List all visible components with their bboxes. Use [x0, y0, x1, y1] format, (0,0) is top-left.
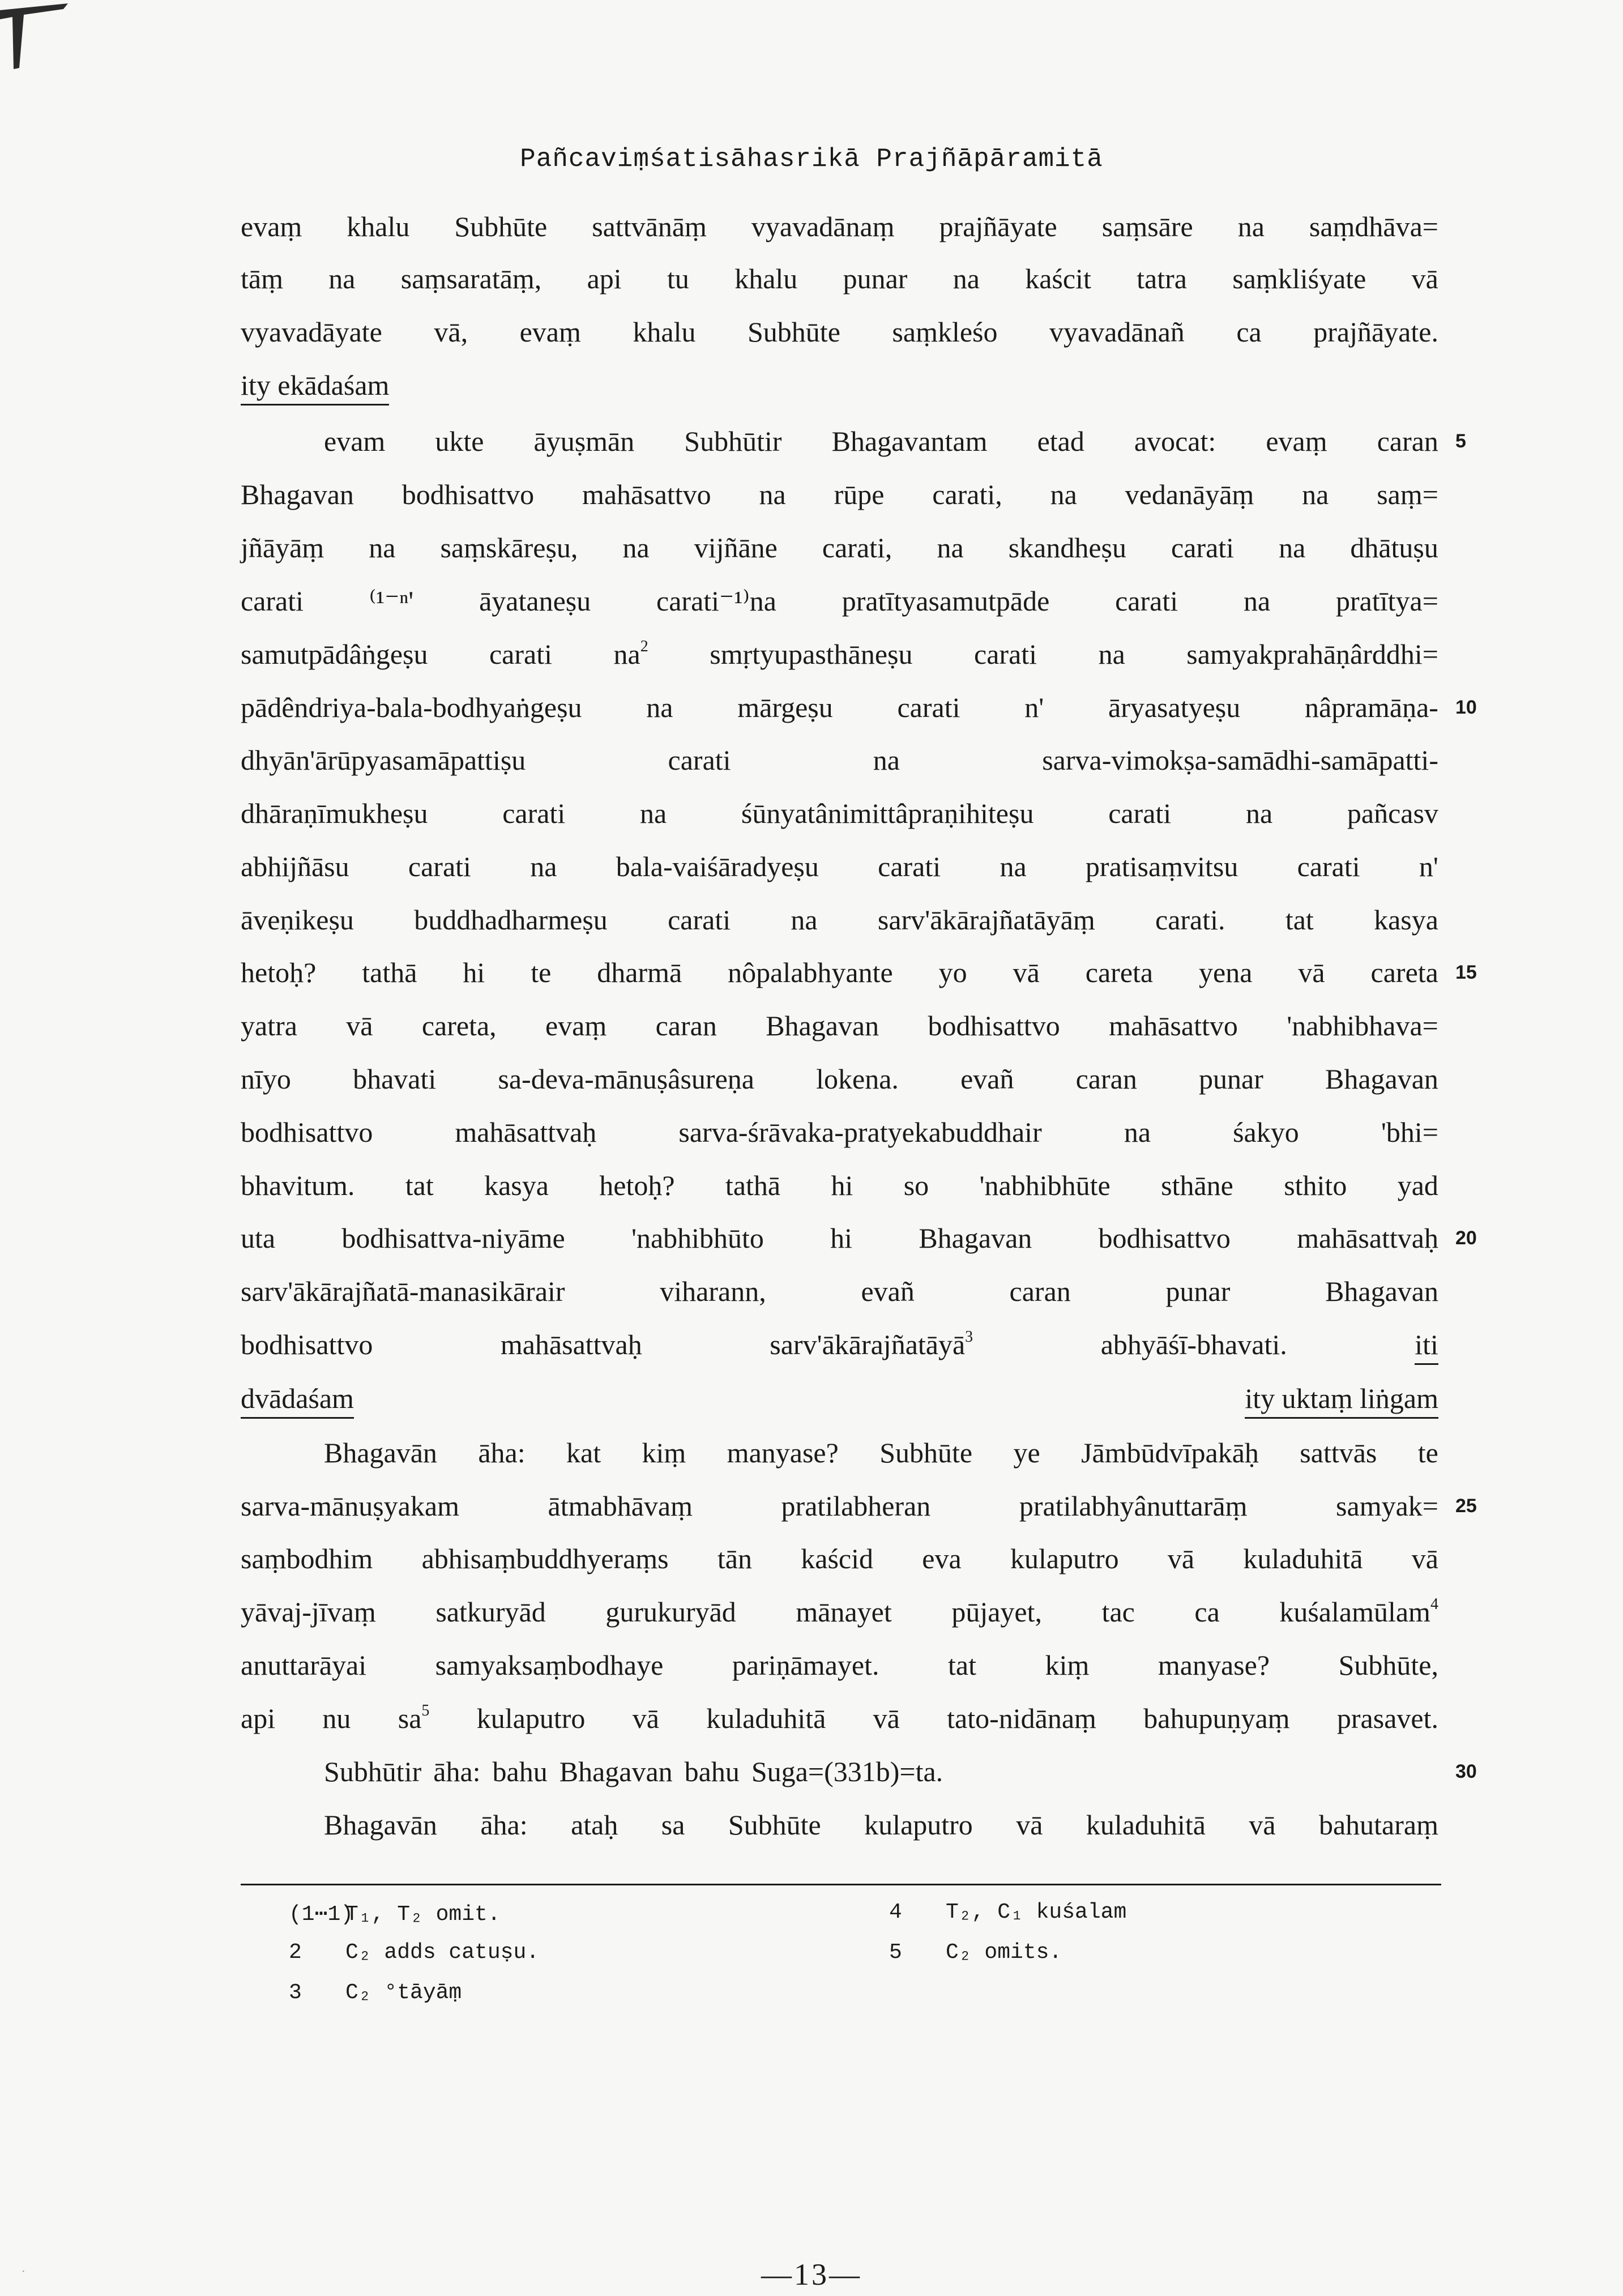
word: kaścid — [801, 1543, 874, 1574]
text-line — [241, 903, 1438, 943]
footnote — [289, 1981, 462, 2005]
text-line — [241, 1222, 1438, 1261]
footnote-text: T₁, T₂ omit. — [345, 1902, 501, 1927]
word: sarva-śrāvaka-pratyekabuddhair — [678, 1116, 1042, 1148]
word: sarv'ākārajñatāyā$^3$ — [770, 1328, 973, 1360]
word: na — [530, 851, 557, 882]
word: careta — [1085, 957, 1154, 988]
word: Subhūte — [748, 316, 840, 348]
word: saṃ= — [1377, 479, 1438, 510]
word: vyavadānañ — [1049, 316, 1185, 348]
word: kuladuhitā — [1086, 1809, 1206, 1841]
word: śakyo — [1233, 1116, 1299, 1148]
word: na — [759, 479, 786, 510]
word: n' — [1024, 692, 1044, 723]
word: tān — [717, 1543, 752, 1574]
word: yāvaj-jīvaṃ — [241, 1596, 376, 1628]
word: vā, — [434, 316, 468, 348]
word: abhyāśī-bhavati. — [1100, 1329, 1287, 1360]
word: tac — [1101, 1596, 1135, 1628]
text-line — [241, 1116, 1438, 1155]
word: bodhisattvo — [1098, 1222, 1231, 1254]
margin-line-number: 10 — [1455, 697, 1477, 718]
word: evañ — [960, 1063, 1014, 1095]
word: kat — [566, 1437, 601, 1469]
word: satkuryād — [435, 1596, 546, 1628]
text-line — [241, 850, 1438, 890]
word: jñāyāṃ — [241, 532, 324, 564]
word: carati — [408, 851, 471, 882]
word: na — [1245, 797, 1273, 829]
word: avocat: — [1134, 425, 1216, 457]
word: Bhagavān — [324, 1809, 437, 1841]
word: kuladuhitā — [1243, 1543, 1363, 1574]
word: abhijñāsu — [241, 851, 349, 882]
word: anuttarāyai — [241, 1649, 367, 1681]
word: yad — [1397, 1170, 1438, 1201]
word: āryasatyeṣu — [1108, 692, 1241, 723]
word: bodhisattvo — [241, 1329, 373, 1360]
word: Subhūte — [454, 211, 548, 242]
word: mahāsattvaḥ — [1297, 1222, 1438, 1254]
word: na — [622, 532, 650, 564]
word: evañ — [861, 1275, 915, 1307]
word: bahu — [492, 1756, 548, 1787]
word: na — [1050, 479, 1077, 510]
word: Subhūte — [728, 1809, 821, 1841]
scan-speck: · — [22, 2265, 25, 2278]
word: sarva-mānuṣyakam — [241, 1490, 459, 1522]
word: smṛtyupasthāneṣu — [710, 638, 913, 670]
word: hetoḥ? — [599, 1170, 675, 1201]
footnote — [289, 1900, 501, 1927]
word: na — [1243, 585, 1271, 617]
word: sattvās — [1300, 1437, 1377, 1469]
word: mahāsattvaḥ — [500, 1329, 642, 1360]
word: pratītyasamutpāde — [842, 585, 1050, 617]
word: ātmabhāvaṃ — [548, 1490, 693, 1522]
word: te — [1417, 1437, 1438, 1469]
word: bhavati — [353, 1063, 437, 1095]
text-line — [241, 1595, 1438, 1635]
word: bahu — [684, 1756, 740, 1787]
word: caran — [1377, 425, 1438, 457]
word: skandheṣu — [1008, 532, 1126, 564]
margin-line-number: 25 — [1455, 1495, 1477, 1517]
word: mārgeṣu — [737, 692, 833, 723]
text-line — [241, 797, 1438, 837]
page-number: —13— — [761, 2257, 862, 2291]
text-line — [241, 1009, 1438, 1049]
word: caran — [1075, 1063, 1137, 1095]
word: carati — [241, 585, 304, 617]
word: bodhisattvo — [928, 1010, 1060, 1042]
word: rūpe — [834, 479, 885, 510]
footnote-text: C₂ °tāyāṃ — [345, 1981, 462, 2005]
footnote-text: C₂ adds catuṣu. — [345, 1940, 540, 1965]
word: hi — [463, 957, 485, 988]
word: samyak= — [1336, 1490, 1438, 1522]
word: kasya — [484, 1170, 549, 1201]
word: punar — [1165, 1275, 1231, 1307]
word: sthito — [1284, 1170, 1347, 1201]
word: ⁽¹⁻ⁿ' — [369, 585, 414, 617]
word: vā — [1298, 957, 1325, 988]
word: ity uktaṃ liṅgam — [1245, 1382, 1438, 1419]
text-line — [324, 425, 1438, 464]
word: vijñāne — [694, 532, 778, 564]
margin-line-number: 30 — [1455, 1761, 1477, 1782]
word: manyase? — [727, 1437, 839, 1469]
word: na — [646, 692, 673, 723]
text-line — [241, 369, 1438, 408]
text-line — [241, 1382, 1438, 1422]
word: vyavadānaṃ — [751, 211, 895, 242]
word: na — [639, 797, 667, 829]
footnote-mark: (1⋯1) — [289, 1902, 354, 1927]
word: pūjayet, — [951, 1596, 1042, 1628]
word: kuladuhitā — [706, 1702, 826, 1734]
word: tāṃ — [241, 263, 283, 295]
word: Bhagavan — [766, 1010, 879, 1042]
word: kasya — [1374, 904, 1438, 936]
word: carati — [668, 744, 731, 776]
text-line — [324, 1755, 1438, 1795]
scan-corner-mark — [0, 0, 85, 79]
word: carati — [897, 692, 960, 723]
word: eva — [922, 1543, 962, 1574]
text-line — [241, 1542, 1438, 1582]
word: āveṇikeṣu — [241, 904, 354, 936]
word: Bhagavan — [1325, 1275, 1438, 1307]
footnote-mark: 2 — [289, 1940, 302, 1965]
word: āyuṣmān — [533, 425, 635, 457]
word: hetoḥ? — [241, 957, 317, 988]
word: manyase? — [1158, 1649, 1270, 1681]
word: na — [953, 263, 980, 295]
text-line — [241, 1702, 1438, 1742]
word: tu — [667, 263, 689, 295]
word: abhisaṃbuddhyeraṃs — [421, 1543, 669, 1574]
word: carati — [489, 638, 552, 670]
word: kiṃ — [642, 1437, 686, 1469]
word: ataḥ — [571, 1809, 618, 1841]
word: prasavet. — [1336, 1702, 1438, 1734]
margin-line-number: 20 — [1455, 1227, 1477, 1249]
word: samyaksaṃbodhaye — [435, 1649, 664, 1681]
footnote — [289, 1940, 539, 1965]
word: carati⁻¹⁾na — [656, 585, 776, 617]
word: Bhagavan — [241, 479, 354, 510]
word: saṃskāreṣu, — [440, 532, 578, 564]
word: samyakprahāṇârddhi= — [1186, 638, 1438, 670]
word: bhavitum. — [241, 1170, 355, 1201]
word: dhāraṇīmukheṣu — [241, 797, 428, 829]
word: na — [1302, 479, 1329, 510]
word: khalu — [734, 263, 798, 295]
word: pratisaṃvitsu — [1085, 851, 1238, 882]
word: Jāmbūdvīpakāḥ — [1081, 1437, 1259, 1469]
word: tathā — [725, 1170, 781, 1201]
word: saṃsāre — [1101, 211, 1193, 242]
word: prajñāyate — [939, 211, 1057, 242]
word: nâpramāṇa- — [1305, 692, 1438, 723]
word: ye — [1013, 1437, 1040, 1469]
word: nu — [322, 1702, 351, 1734]
word: te — [531, 957, 552, 988]
word: tato-nidānaṃ — [947, 1702, 1096, 1734]
text-line — [241, 744, 1438, 783]
word: mahāsattvo — [582, 479, 711, 510]
word: hi — [831, 1170, 853, 1201]
text-line — [241, 531, 1438, 571]
text-line — [241, 1328, 1438, 1368]
word: na — [1124, 1116, 1151, 1148]
word: vā — [1249, 1809, 1276, 1841]
word: viharann, — [660, 1275, 766, 1307]
margin-line-number: 5 — [1455, 430, 1466, 452]
word: kaścit — [1025, 263, 1091, 295]
footnote-mark: 4 — [889, 1900, 902, 1924]
word: Bhagavan — [1325, 1063, 1438, 1095]
margin-line-number: 15 — [1455, 962, 1477, 983]
word: vā — [1167, 1543, 1195, 1574]
word: bala-vaiśāradyeṣu — [616, 851, 819, 882]
word: carati — [974, 638, 1037, 670]
word: Bhagavan — [919, 1222, 1032, 1254]
word: kiṃ — [1045, 1649, 1090, 1681]
word: bahupuṇyaṃ — [1143, 1702, 1290, 1734]
footnote-text: C₂ omits. — [946, 1940, 1062, 1965]
word: carati — [1108, 797, 1172, 829]
word: vā — [1411, 263, 1438, 295]
word: dhātuṣu — [1350, 532, 1438, 564]
text-line — [241, 584, 1438, 624]
word: na — [1000, 851, 1027, 882]
word: carati — [1115, 585, 1178, 617]
word: dvādaśam — [241, 1382, 354, 1419]
word: caran — [1009, 1275, 1071, 1307]
text-line — [241, 691, 1438, 731]
word: tat — [948, 1649, 977, 1681]
word: bahutaraṃ — [1318, 1809, 1438, 1841]
word: kulaputro — [1010, 1543, 1119, 1574]
word: yatra — [241, 1010, 297, 1042]
word: āha: — [478, 1437, 526, 1469]
footnote — [889, 1900, 1126, 1924]
word: kulaputro — [864, 1809, 973, 1841]
word: na — [791, 904, 818, 936]
word: samutpādâṅgeṣu — [241, 638, 428, 670]
footnote-mark: 5 — [889, 1940, 902, 1965]
word: na — [369, 532, 396, 564]
word: punar — [843, 263, 908, 295]
text-line — [241, 315, 1438, 355]
word: yena — [1199, 957, 1253, 988]
word: ca — [1194, 1596, 1220, 1628]
word: vā — [873, 1702, 900, 1734]
word: vā — [1016, 1809, 1043, 1841]
text-line — [241, 1490, 1438, 1529]
word: 'nabhibhūto — [631, 1222, 764, 1254]
word: pratilabheran — [781, 1490, 931, 1522]
text-line — [241, 1275, 1438, 1315]
word: saṃdhāva= — [1309, 211, 1438, 242]
running-title: Pañcaviṃśatisāhasrikā Prajñāpāramitā — [520, 144, 1103, 174]
word: pariṇāmayet. — [732, 1649, 879, 1681]
text-line — [241, 1649, 1438, 1688]
word: carati — [878, 851, 941, 882]
word: carati, — [822, 532, 892, 564]
text-line — [324, 1808, 1438, 1848]
text-line — [241, 210, 1438, 250]
footnote — [889, 1940, 1062, 1965]
word: etad — [1037, 425, 1084, 457]
word: sa-deva-mānuṣâsureṇa — [498, 1063, 754, 1095]
word: careta, — [421, 1010, 497, 1042]
word: mahāsattvaḥ — [455, 1116, 597, 1148]
word: saṃkleśo — [892, 316, 998, 348]
text-line — [241, 478, 1438, 518]
word: sarv'ākārajñatā-manasikārair — [241, 1275, 565, 1307]
word: 'bhi= — [1381, 1116, 1438, 1148]
word: evaṃ — [241, 211, 302, 242]
word: api — [241, 1702, 276, 1734]
word: vedanāyāṃ — [1125, 479, 1254, 510]
word: bodhisattvo — [241, 1116, 373, 1148]
word: bodhisattvo — [402, 479, 535, 510]
word: vyavadāyate — [241, 316, 382, 348]
word: Subhūtir — [684, 425, 782, 457]
word: mahāsattvo — [1109, 1010, 1238, 1042]
word: carati — [502, 797, 566, 829]
word: $na^2$ — [613, 638, 648, 670]
word: so — [903, 1170, 929, 1201]
word: saṃbodhim — [241, 1543, 373, 1574]
word: āha: — [480, 1809, 528, 1841]
word: sattvānāṃ — [592, 211, 707, 242]
word: tathā — [362, 957, 417, 988]
word: carati. — [1155, 904, 1225, 936]
word: mānayet — [796, 1596, 892, 1628]
word: pādêndriya-bala-bodhyaṅgeṣu — [241, 692, 582, 723]
word: saṃkliśyate — [1232, 263, 1366, 295]
word: 'nabhibhūte — [979, 1170, 1111, 1201]
word: vā — [346, 1010, 373, 1042]
word: khalu — [347, 211, 410, 242]
word: sthāne — [1161, 1170, 1233, 1201]
word: śūnyatânimittâpraṇihiteṣu — [741, 797, 1034, 829]
word: lokena. — [816, 1063, 899, 1095]
word: n' — [1419, 851, 1438, 882]
word: pratītya= — [1335, 585, 1438, 617]
footnote-mark: 3 — [289, 1981, 302, 2005]
text-line — [241, 262, 1438, 302]
word: buddhadharmeṣu — [414, 904, 608, 936]
word: hi — [830, 1222, 853, 1254]
word: yo — [938, 957, 967, 988]
footnote-text: T₂, C₁ kuśalam — [946, 1900, 1127, 1924]
word: sarva-vimokṣa-samādhi-samāpatti- — [1042, 744, 1438, 776]
word: prajñāyate. — [1313, 316, 1438, 348]
word: vā — [1411, 1543, 1438, 1574]
word: uta — [241, 1222, 276, 1254]
word: Bhagavān — [324, 1437, 437, 1469]
word: ity ekādaśam — [241, 369, 389, 406]
word: Subhūte, — [1338, 1649, 1438, 1681]
word: tat — [405, 1170, 434, 1201]
text-line — [241, 1169, 1438, 1209]
word: Bhagavan — [559, 1756, 673, 1787]
word: careta — [1370, 957, 1438, 988]
word: vā — [632, 1702, 659, 1734]
footnote-rule — [241, 1884, 1441, 1885]
word: punar — [1199, 1063, 1263, 1095]
word: kuśalamūlam$^4$ — [1279, 1595, 1438, 1628]
word: dharmā — [597, 957, 682, 988]
word: na — [328, 263, 356, 295]
word: carati — [1171, 532, 1235, 564]
word: na — [1237, 211, 1265, 242]
text-line — [241, 956, 1438, 996]
word: vā — [1013, 957, 1040, 988]
word: caran — [655, 1010, 717, 1042]
word: Subhūte — [879, 1437, 973, 1469]
word: saṃsaratāṃ, — [400, 263, 542, 295]
word: Subhūtir — [324, 1756, 422, 1787]
word: Bhagavantam — [831, 425, 988, 457]
word: na — [1279, 532, 1306, 564]
text-line — [324, 1436, 1438, 1476]
word: carati, — [932, 479, 1002, 510]
word: dhyān'ārūpyasamāpattiṣu — [241, 744, 526, 776]
word: gurukuryād — [605, 1596, 736, 1628]
word: pañcasv — [1347, 797, 1438, 829]
word: bodhisattva-niyāme — [341, 1222, 565, 1254]
word: iti — [1415, 1328, 1438, 1365]
word: na — [873, 744, 900, 776]
word: na — [1098, 638, 1125, 670]
word: pratilabhyânuttarāṃ — [1019, 1490, 1248, 1522]
word: $sa^5$ — [398, 1702, 430, 1734]
word: kulaputro — [476, 1702, 586, 1734]
word: sa — [661, 1809, 685, 1841]
word: evaṃ — [519, 316, 581, 348]
text-line — [241, 1062, 1438, 1102]
word: Suga=(331b)=ta. — [751, 1756, 943, 1787]
word: na — [937, 532, 964, 564]
word: evam — [324, 425, 386, 457]
word: khalu — [633, 316, 696, 348]
word: tatra — [1137, 263, 1187, 295]
word: nôpalabhyante — [728, 957, 893, 988]
text-line — [241, 638, 1438, 677]
word: nīyo — [241, 1063, 291, 1095]
word: sarv'ākārajñatāyāṃ — [877, 904, 1095, 936]
word: āyataneṣu — [479, 585, 591, 617]
word: ukte — [435, 425, 484, 457]
word: āha: — [433, 1756, 481, 1787]
word: evaṃ — [1266, 425, 1327, 457]
word: tat — [1285, 904, 1314, 936]
word: carati — [1297, 851, 1360, 882]
word: api — [587, 263, 622, 295]
word: evaṃ — [545, 1010, 607, 1042]
word: ca — [1236, 316, 1262, 348]
word: carati — [668, 904, 731, 936]
word: 'nabhibhava= — [1287, 1010, 1438, 1042]
